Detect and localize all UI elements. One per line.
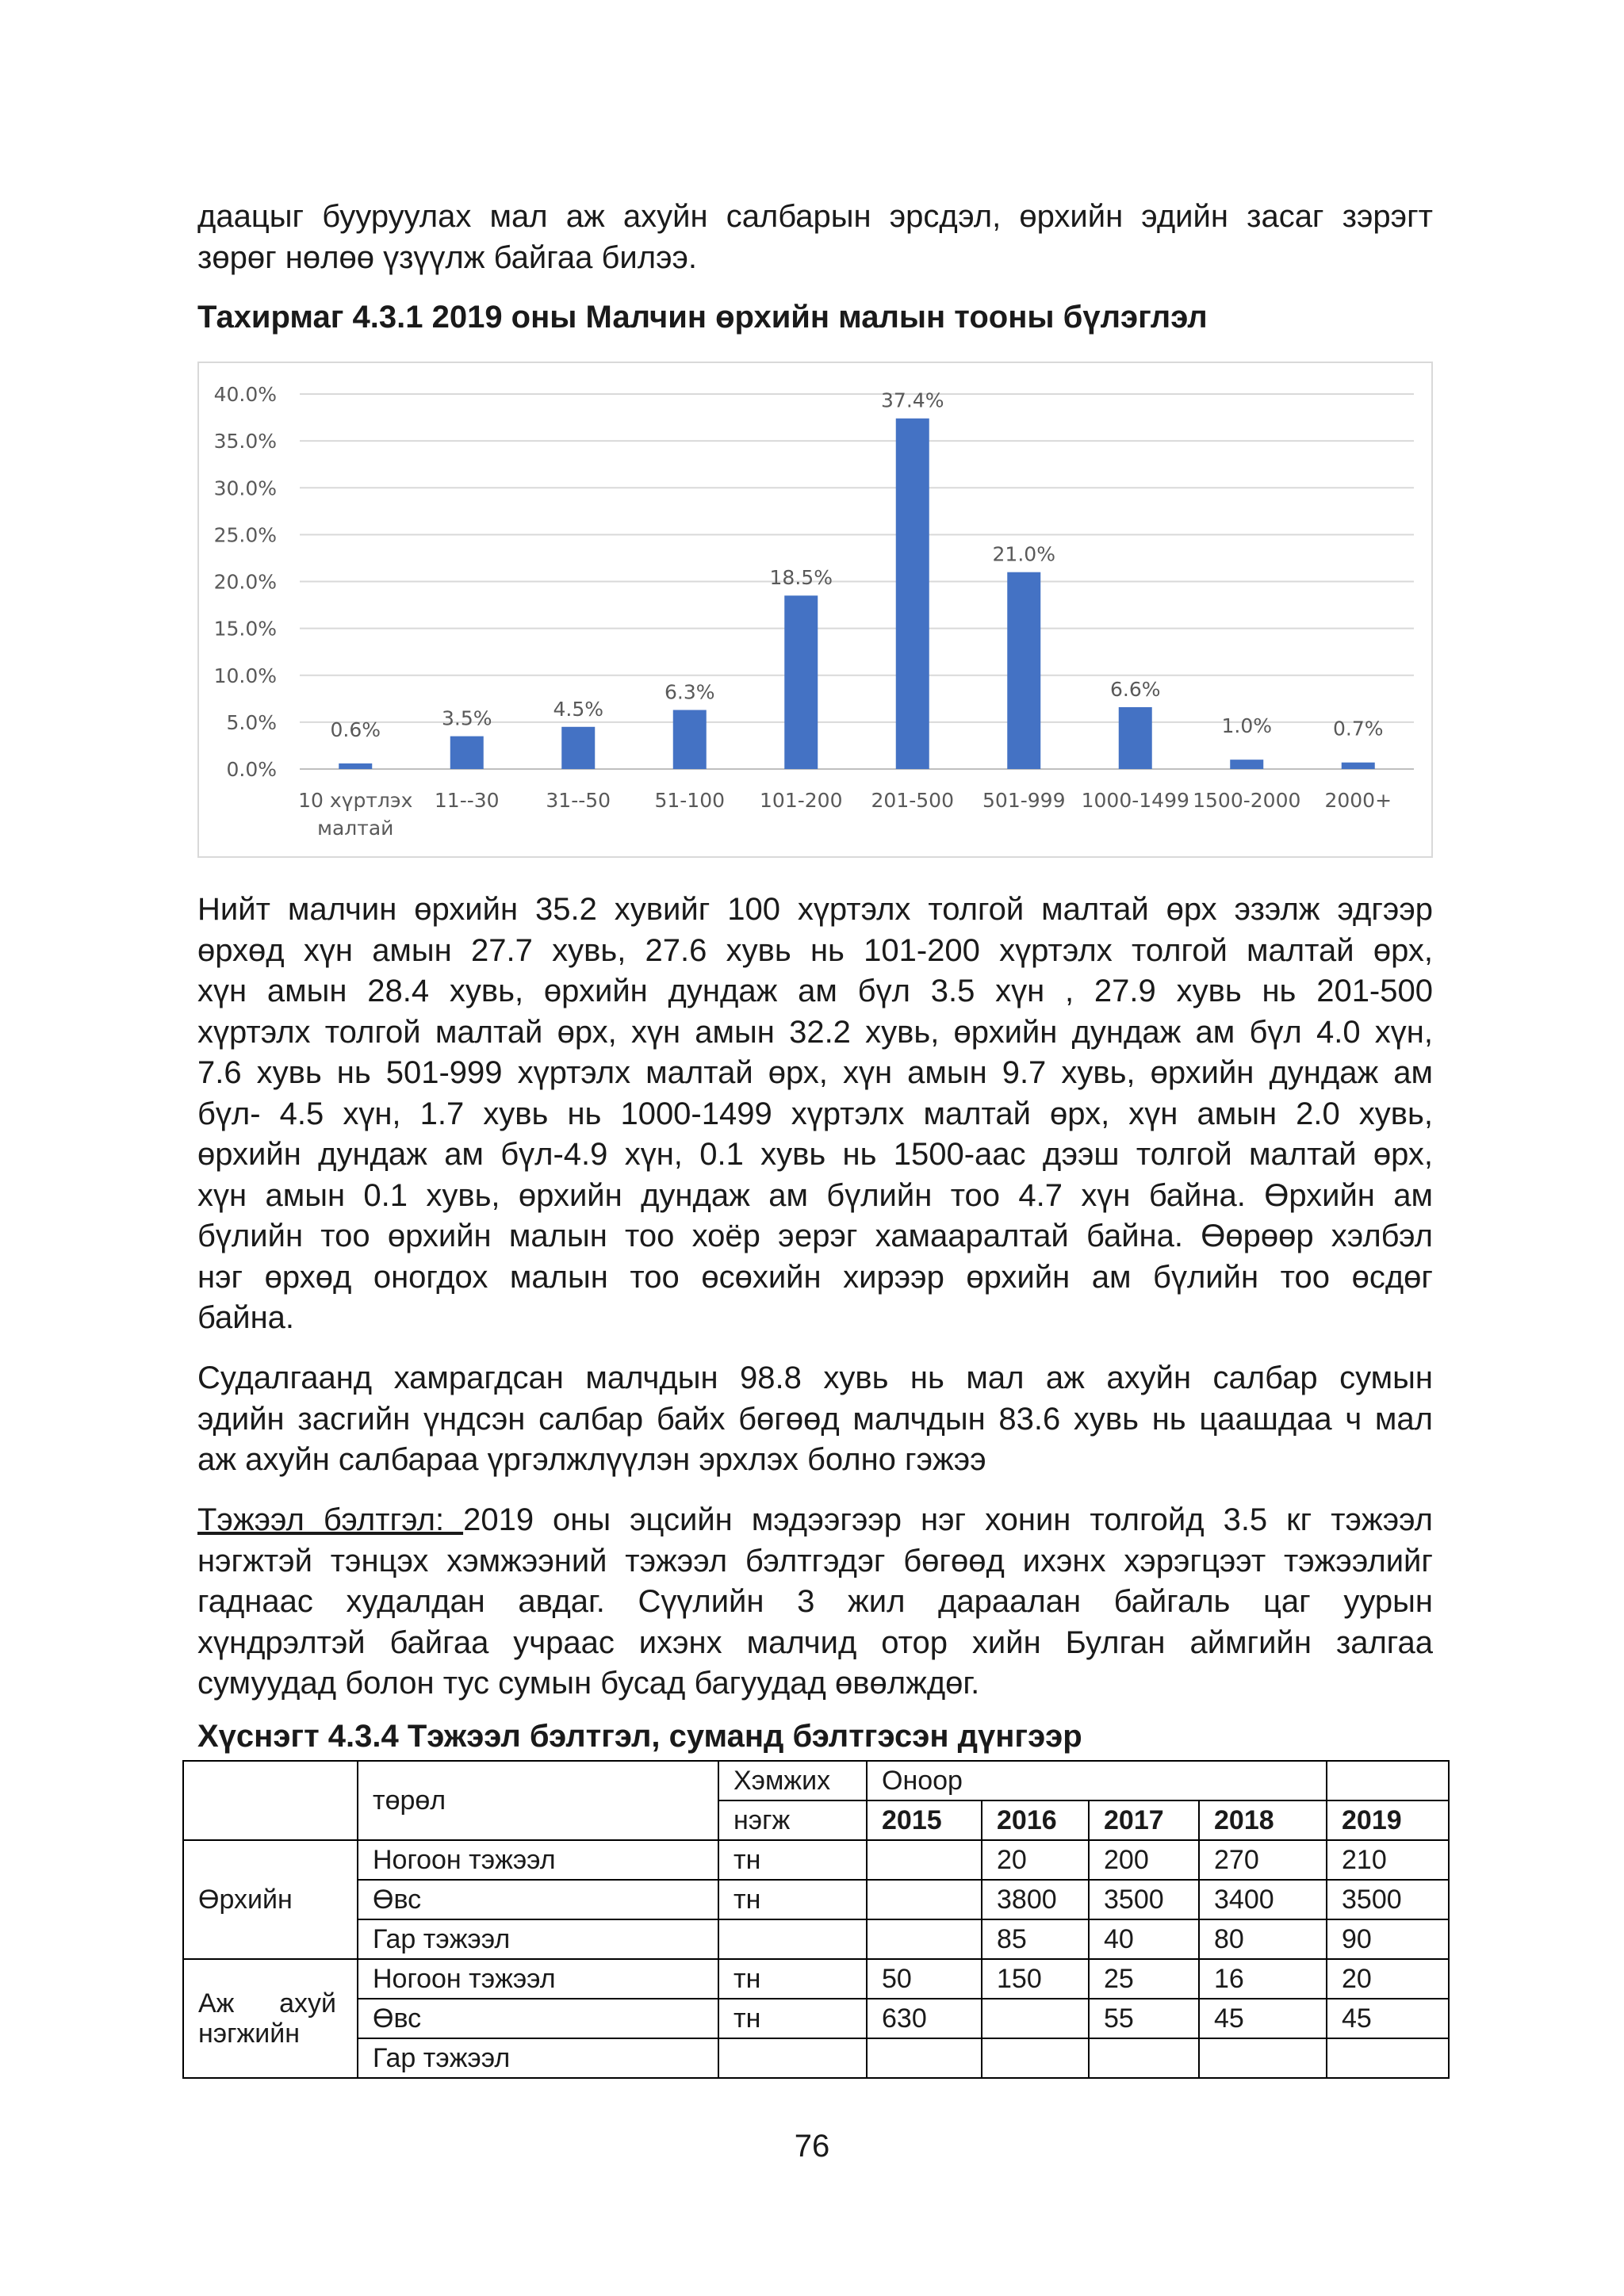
table-cell: 150: [982, 1959, 1089, 1999]
fodder-heading: Тэжээл бэлтгэл:: [197, 1502, 464, 1537]
table-row: [183, 1999, 1449, 2038]
table-header-cell: [183, 1761, 358, 1840]
x-tick-label: 1000-1499: [1081, 789, 1189, 812]
table-cell: Гар тэжээл: [358, 2038, 718, 2078]
group-label-line: Аж ахуй: [198, 1988, 337, 2019]
table-row: [183, 1959, 1449, 1999]
table-group-label: [183, 1959, 358, 2078]
table-header-year-cell: 2016: [982, 1800, 1089, 1840]
text-line: өрхийн дундаж ам бүл-4.9 хүн, 0.1 хувь нь 1500-аас дээш толгой малтай өрх,: [197, 1137, 1433, 1172]
x-tick-label: 501-999: [982, 789, 1066, 812]
table-cell: 80: [1199, 1919, 1327, 1959]
table-cell: [718, 1919, 867, 1959]
x-tick-label: 31--50: [546, 789, 611, 812]
y-tick-label: 15.0%: [213, 617, 277, 641]
data-label: 6.3%: [664, 680, 715, 704]
text-line: Судалгаанд хамрагдсан малчдын 98.8 хувь нь мал аж ахуйн салбар сумын: [197, 1360, 1433, 1395]
bar: [1342, 763, 1375, 769]
y-tick-label: 40.0%: [213, 383, 277, 406]
figure-caption: Тахирмаг 4.3.1 2019 оны Малчин өрхийн малын тооны бүлэглэл: [197, 300, 1208, 335]
table-caption: Хүснэгт 4.3.4 Тэжээл бэлтгэл, суманд бэлтгэсэн дүнгээр: [197, 1719, 1082, 1754]
y-tick-label: 5.0%: [226, 710, 277, 734]
y-tick-label: 0.0%: [226, 758, 277, 781]
table-cell: 20: [1327, 1959, 1449, 1999]
table-cell: тн: [718, 1959, 867, 1999]
table-cell: [1199, 2038, 1327, 2078]
table-cell: тн: [718, 1840, 867, 1880]
paragraph-survey: [197, 1358, 1433, 1481]
data-label: 4.5%: [553, 697, 604, 721]
table-cell: 85: [982, 1919, 1089, 1959]
bar: [896, 419, 929, 769]
data-label: 18.5%: [769, 566, 833, 590]
text-line: аж ахуйн салбараа үргэлжлүүлэн эрхлэх болно гэжээ: [197, 1442, 986, 1477]
fodder-first-line: 2019 оны эцсийн мэдээгээр нэг хонин толгойд 3.5 кг тэжээл: [463, 1502, 1433, 1537]
y-tick-label: 35.0%: [213, 430, 277, 453]
text-line: бүлийн тоо өрхийн малын тоо хоёр эерэг хамааралтай байна. Өөрөөр хэлбэл: [197, 1219, 1433, 1253]
intro-paragraph: [197, 197, 1433, 278]
table-cell: 40: [1089, 1919, 1199, 1959]
table-cell: 210: [1327, 1840, 1449, 1880]
table-header-year-cell: 2019: [1327, 1800, 1449, 1840]
table-header-unit: Хэмжих: [718, 1761, 867, 1800]
table-cell: [867, 2038, 982, 2078]
table-row: [183, 1840, 1449, 1880]
y-tick-label: 20.0%: [213, 570, 277, 594]
bar: [1007, 572, 1040, 769]
table-header-year: Оноор: [867, 1761, 1327, 1800]
paragraph-household-stats: [197, 890, 1433, 1339]
table-cell: [718, 2038, 867, 2078]
group-label-line: нэгжийн: [198, 2019, 301, 2049]
table-header-type: төрөл: [358, 1761, 718, 1840]
table-cell: [982, 1999, 1089, 2038]
bar-chart: [197, 362, 1433, 858]
x-tick-label: малтай: [317, 817, 394, 840]
table-cell: Гар тэжээл: [358, 1919, 718, 1959]
table-cell: 16: [1199, 1959, 1327, 1999]
text-line: бүл- 4.5 хүн, 1.7 хувь нь 1000-1499 хүртэлх малтай өрх, хүн амын 2.0 хувь,: [197, 1096, 1433, 1131]
table-header-year-cell: 2017: [1089, 1800, 1199, 1840]
table-cell: 3500: [1089, 1880, 1199, 1919]
table-cell: [982, 2038, 1089, 2078]
table-cell: [1089, 2038, 1199, 2078]
table-cell: 25: [1089, 1959, 1199, 1999]
table-header-year-cell: 2018: [1199, 1800, 1327, 1840]
data-label: 0.7%: [1332, 717, 1384, 740]
table-cell: Өвс: [358, 1880, 718, 1919]
text-line: эдийн засгийн үндсэн салбар байх бөгөөд малчдын 83.6 хувь нь цаашдаа ч мал: [197, 1401, 1433, 1437]
text-line: 7.6 хувь нь 501-999 хүртэлх малтай өрх, хүн амын 9.7 хувь, өрхийн дундаж ам: [197, 1055, 1433, 1090]
table-cell: 3800: [982, 1880, 1089, 1919]
text-line: [197, 1500, 1433, 1541]
table-group-label: Өрхийн: [183, 1840, 358, 1959]
text-line: Нийт малчин өрхийн 35.2 хувийг 100 хүртэлх толгой малтай өрх эзэлж эдгээр: [197, 892, 1433, 927]
text-line: хүн амын 28.4 хувь, өрхийн дундаж ам бүл 3.5 хүн , 27.9 хувь нь 201-500: [197, 974, 1433, 1008]
bar: [339, 763, 372, 769]
bar-chart-svg: [199, 363, 1431, 856]
y-tick-label: 10.0%: [213, 664, 277, 687]
x-tick-label: 10 хүртлэх: [298, 789, 413, 812]
text-line: гаднаас худалдан авдаг. Сүүлийн 3 жил дараалан байгаль цаг уурын: [197, 1584, 1433, 1619]
text-line: байна.: [197, 1300, 295, 1335]
table-cell: 45: [1327, 1999, 1449, 2038]
table-row: [183, 1880, 1449, 1919]
data-label: 1.0%: [1221, 714, 1273, 738]
table-cell: [867, 1840, 982, 1880]
text-line: зөрөг нөлөө үзүүлж байгаа билээ.: [197, 239, 698, 275]
table-cell: 200: [1089, 1840, 1199, 1880]
table-cell: 270: [1199, 1840, 1327, 1880]
x-tick-label: 101-200: [760, 789, 843, 812]
data-label: 37.4%: [881, 388, 944, 412]
table-header-cell: [1327, 1761, 1449, 1800]
text-line: даацыг бууруулах мал аж ахуйн салбарын эрсдэл, өрхийн эдийн засаг зэрэгт: [197, 199, 1433, 234]
table-cell: Ногоон тэжээл: [358, 1840, 718, 1880]
table-header-row: [183, 1761, 1449, 1800]
x-tick-label: 11--30: [434, 789, 500, 812]
table-cell: 50: [867, 1959, 982, 1999]
y-tick-label: 30.0%: [213, 476, 277, 500]
text-line: сумуудад болон тус сумын бусад багуудад өвөлждөг.: [197, 1666, 980, 1701]
table-cell: 90: [1327, 1919, 1449, 1959]
data-label: 6.6%: [1109, 677, 1161, 701]
table-header-unit: нэгж: [718, 1800, 867, 1840]
bar: [1119, 707, 1152, 769]
table-cell: [867, 1919, 982, 1959]
table-cell: 3500: [1327, 1880, 1449, 1919]
text-line: хүндрэлтэй байгаа учраас ихэнх малчид отор хийн Булган аймгийн залгаа: [197, 1624, 1433, 1660]
fodder-table: [182, 1760, 1450, 2079]
table-cell: 55: [1089, 1999, 1199, 2038]
bar: [450, 737, 484, 769]
table-cell: [1327, 2038, 1449, 2078]
bar: [561, 727, 595, 769]
text-line: хүртэлх толгой малтай өрх, хүн амын 32.2 хувь, өрхийн дундаж ам бүл 4.0 хүн,: [197, 1014, 1433, 1050]
paragraph-fodder: [197, 1500, 1433, 1705]
data-label: 21.0%: [992, 542, 1055, 566]
table-cell: 45: [1199, 1999, 1327, 2038]
page-number: 76: [794, 2129, 830, 2164]
text-line: нэг өрхөд оногдох малын тоо өсөхийн хирээр өрхийн ам бүлийн тоо өсдөг: [197, 1259, 1433, 1295]
table-cell: Ногоон тэжээл: [358, 1959, 718, 1999]
x-tick-label: 201-500: [871, 789, 954, 812]
text-line: өрхөд хүн амын 27.7 хувь, 27.6 хувь нь 101-200 хүртэлх толгой малтай өрх,: [197, 932, 1433, 968]
text-line: хүн амын 0.1 хувь, өрхийн дундаж ам бүлийн тоо 4.7 хүн байна. Өрхийн ам: [197, 1177, 1433, 1213]
bar: [673, 710, 707, 769]
bar: [1230, 760, 1263, 769]
table-cell: 630: [867, 1999, 982, 2038]
table-header-year-cell: 2015: [867, 1800, 982, 1840]
bar: [784, 595, 818, 769]
x-tick-label: 2000+: [1324, 789, 1392, 812]
data-label: 3.5%: [441, 706, 492, 730]
table-cell: 3400: [1199, 1880, 1327, 1919]
table-row: [183, 1919, 1449, 1959]
table-cell: [867, 1880, 982, 1919]
text-line: нэгжтэй тэнцэх хэмжээний тэжээл бэлтгэдэг бөгөөд ихэнх хэрэгцээт тэжээлийг: [197, 1543, 1433, 1578]
table-row: [183, 2038, 1449, 2078]
table-cell: Өвс: [358, 1999, 718, 2038]
data-label: 0.6%: [330, 718, 381, 741]
y-tick-label: 25.0%: [213, 523, 277, 547]
x-tick-label: 51-100: [654, 789, 726, 812]
x-tick-label: 1500-2000: [1193, 789, 1301, 812]
table-cell: тн: [718, 1880, 867, 1919]
table-cell: 20: [982, 1840, 1089, 1880]
table-cell: тн: [718, 1999, 867, 2038]
